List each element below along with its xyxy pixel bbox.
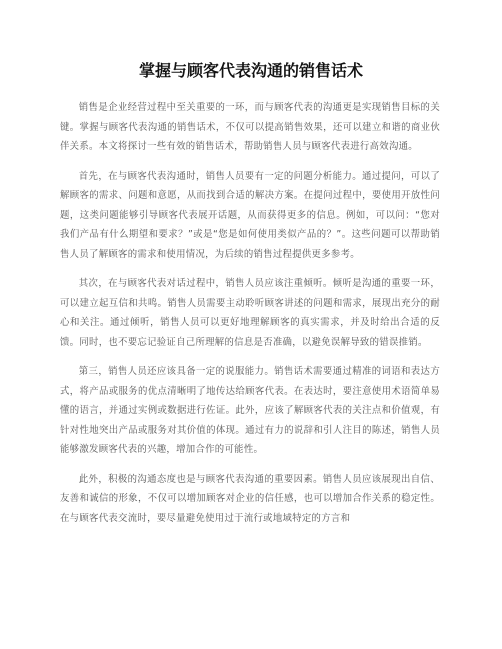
paragraph-persuasion: 第三，销售人员还应该具备一定的说服能力。销售话术需要通过精准的词语和表达方式，将产品或服务的优点清晰明了地传达给顾客代表。在表达时，要注意使用术语简单易懂的语言，并通过实例或数据进行佐证。此外，应该了解顾客代表的关注点和价值观，有针对性地突出产品或服务对其价值的体现。通过有力的说辞和引人注目的陈述，销售人员能够激发顾客代表的兴趣，增加合作的可能性。 bbox=[60, 366, 440, 455]
paragraph-intro: 销售是企业经营过程中至关重要的一环，而与顾客代表的沟通更是实现销售目标的关键。掌握与顾客代表沟通的销售话术，不仅可以提高销售效果，还可以建立和谐的商业伙伴关系。本文将探讨一些有效的销售话术，帮助销售人员与顾客代表进行高效沟通。 bbox=[60, 102, 440, 152]
paragraph-attitude: 此外，积极的沟通态度也是与顾客代表沟通的重要因素。销售人员应该展现出自信、友善和诚信的形象，不仅可以增加顾客对企业的信任感，也可以增加合作关系的稳定性。在与顾客代表交流时，要尽量避免使用过于流行或地域特定的方言和 bbox=[60, 473, 440, 524]
paragraph-listening: 其次，在与顾客代表对话过程中，销售人员应该注重倾听。倾听是沟通的重要一环，可以建立起互信和共鸣。销售人员需要主动聆听顾客讲述的问题和需求，展现出充分的耐心和关注。通过倾听，销售人员可以更好地理解顾客的真实需求，并及时给出合适的反馈。同时，也不要忘记验证自己所理解的信息是否准确，以避免误解导致的错误推销。 bbox=[60, 278, 440, 348]
document-body bbox=[60, 98, 440, 538]
paragraph-question-analysis: 首先，在与顾客代表沟通时，销售人员要有一定的问题分析能力。通过提问，可以了解顾客的需求、问题和意愿，从而找到合适的解决方案。在提问过程中，要使用开放性问题，这类问题能够引导顾客代表展开话题，从而获得更多的信息。例如，可以问：“您对我们产品有什么期望和要求？”或是“您是如何使用类似产品的？”。这些问题可以帮助销售人员了解顾客的需求和使用情况，为后续的销售过程提供更多参考。 bbox=[60, 170, 440, 260]
document-title: 掌握与顾客代表沟通的销售话术 bbox=[138, 61, 363, 80]
